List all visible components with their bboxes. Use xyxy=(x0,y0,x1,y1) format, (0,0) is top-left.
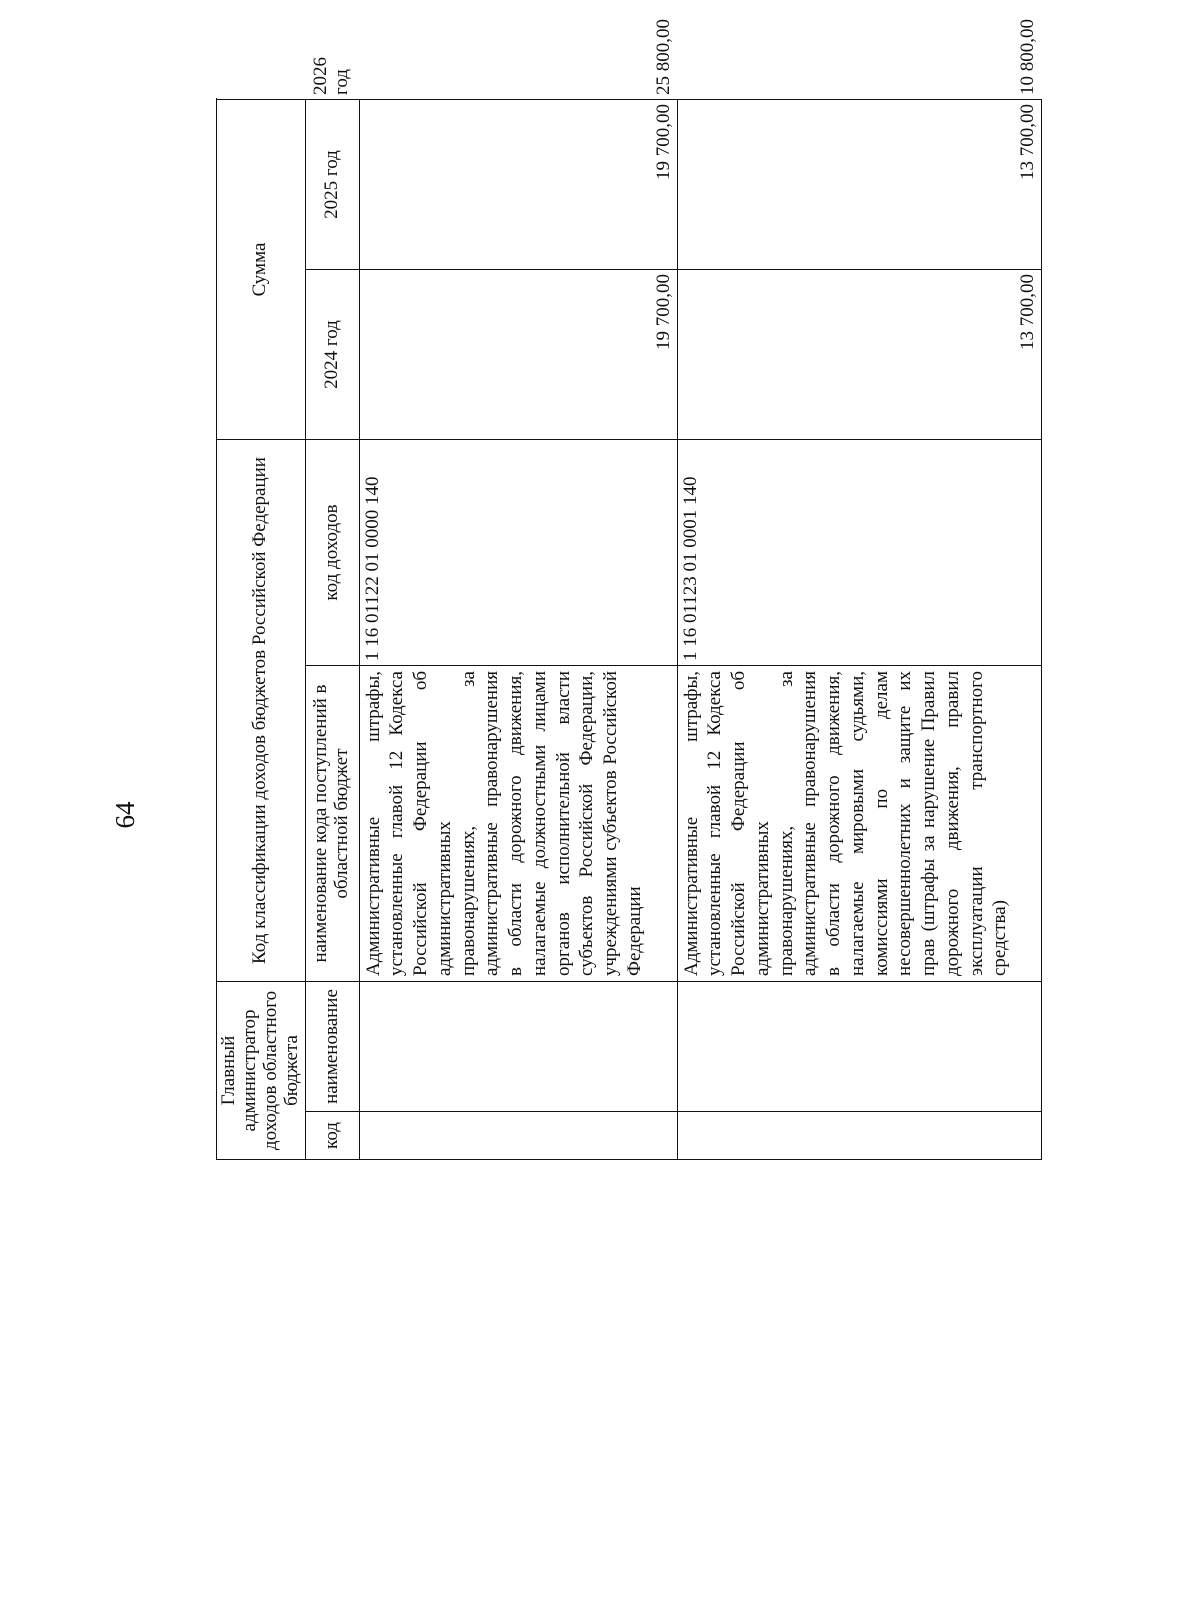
admin-name-header: наименование xyxy=(305,982,359,1112)
rotated-content xyxy=(216,19,1048,1160)
description-cell: Административные штрафы, установленные главой 12 Кодекса Российской Федерации об административных правонарушениях, за административные правонарушения в области дорожного движения, налагаемые мировыми судьями, комиссиями по делам несовершеннолетних и защите их прав (штрафы за нарушение Правил дорожного движения, правил эксплуатации транспортного средства) xyxy=(677,666,1041,982)
header-row-bottom: код наименование наименование кода поступлений в областной бюджет код доходов 2024 год 2025 год 2026 год xyxy=(305,100,359,1160)
revenue-table xyxy=(216,19,1042,1160)
header-row-top xyxy=(217,100,306,1160)
year-2025-header: 2025 год xyxy=(305,100,359,270)
amount-2024-cell: 13 700,00 xyxy=(677,270,1041,440)
income-code-header: код доходов xyxy=(305,440,359,666)
description-cell: Административные штрафы, установленные главой 12 Кодекса Российской Федерации об административных правонарушениях, за административные правонарушения в области дорожного движения, налагаемые должностными лицами органов исполнительной власти субъектов Российской Федерации, учреждениями субъектов Российской Федерации xyxy=(359,666,677,982)
table-row: Административные штрафы, установленные главой 12 Кодекса Российской Федерации об административных правонарушениях, за административные правонарушения в области дорожного движения, налагаемые мировыми судьями, комиссиями по делам несовершеннолетних и защите их прав (штрафы за нарушение Правил дорожного движения, правил эксплуатации транспортного средства) 1 16 01123 01 0001 140 13 700,00 13 700,00 10 800,00 xyxy=(677,100,1041,1160)
income-name-header: наименование кода поступлений в областной бюджет xyxy=(305,666,359,982)
classification-group-header: Код классификации доходов бюджетов Российской Федерации xyxy=(217,440,306,982)
year-2024-header: 2024 год xyxy=(305,270,359,440)
amount-2025-cell: 13 700,00 xyxy=(677,100,1041,270)
admin-name-cell xyxy=(359,982,677,1112)
admin-code-cell xyxy=(359,1112,677,1160)
income-code-cell: 1 16 01122 01 0000 140 xyxy=(359,440,677,666)
amount-2024-cell: 19 700,00 xyxy=(359,270,677,440)
rotated-table-container xyxy=(216,19,1200,1151)
sum-group-header: Сумма xyxy=(217,100,306,440)
admin-code-cell xyxy=(677,1112,1041,1160)
amount-2025-cell: 19 700,00 xyxy=(359,100,677,270)
admin-group-header: Главный администратор доходов областного бюджета xyxy=(217,982,306,1160)
income-code-cell: 1 16 01123 01 0001 140 xyxy=(677,440,1041,666)
admin-name-cell xyxy=(677,982,1041,1112)
table-row: Административные штрафы, установленные главой 12 Кодекса Российской Федерации об административных правонарушениях, за административные правонарушения в области дорожного движения, налагаемые должностными лицами органов исполнительной власти субъектов Российской Федерации, учреждениями субъектов Российской Федерации 1 16 01122 01 0000 140 19 700,00 19 700,00 25 800,00 xyxy=(359,100,677,1160)
page-number: 64 xyxy=(110,801,140,829)
admin-code-header: код xyxy=(305,1112,359,1160)
